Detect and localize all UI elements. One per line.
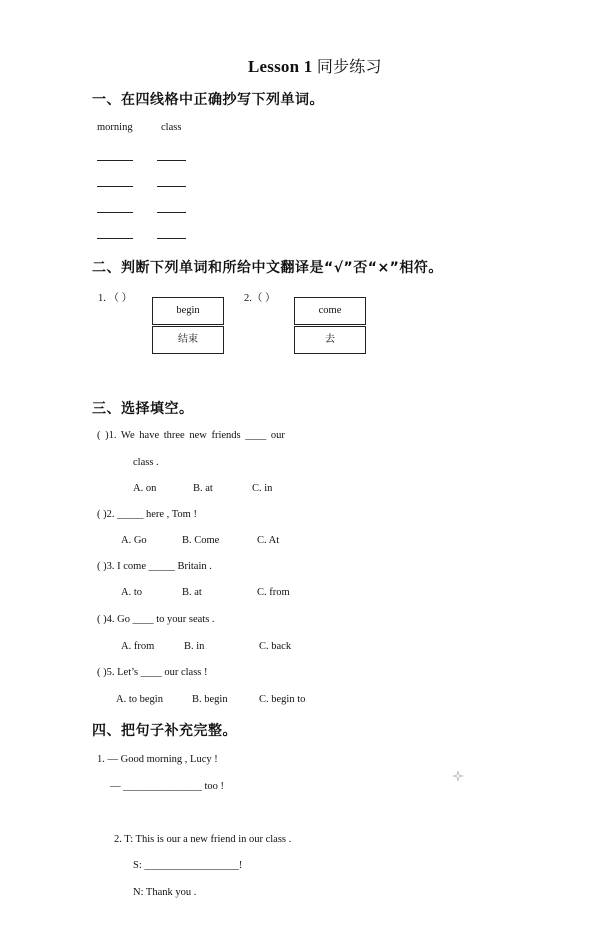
copy-line[interactable] bbox=[97, 238, 133, 239]
judge-item-2-word: come bbox=[294, 297, 366, 325]
q5-option-a[interactable]: A. to begin bbox=[116, 694, 163, 705]
judge-item-1-number[interactable]: 1. （ ） bbox=[98, 293, 133, 304]
section2-heading: 二、判断下列单词和所给中文翻译是“√”否“×”相符。 bbox=[92, 260, 443, 276]
question-2: ( )2. _____ here , Tom ! bbox=[97, 509, 197, 520]
question-4: ( )4. Go ____ to your seats . bbox=[97, 614, 215, 625]
q5-option-c[interactable]: C. begin to bbox=[259, 694, 306, 705]
q3-option-b[interactable]: B. at bbox=[182, 587, 202, 598]
q4-option-a[interactable]: A. from bbox=[121, 641, 155, 652]
dialogue-1-line-1: 1. — Good morning , Lucy ! bbox=[97, 754, 218, 765]
q4-option-b[interactable]: B. in bbox=[184, 641, 205, 652]
copy-line[interactable] bbox=[97, 160, 133, 161]
sparkle-mark-icon bbox=[452, 770, 464, 782]
dialogue-2-line-3: N: Thank you . bbox=[133, 887, 197, 898]
dialogue-1-line-2[interactable]: — _______________ too ! bbox=[110, 781, 225, 792]
section3-heading: 三、选择填空。 bbox=[92, 401, 194, 417]
copy-line[interactable] bbox=[157, 186, 186, 187]
judge-item-1-word: begin bbox=[152, 297, 224, 325]
copy-line[interactable] bbox=[157, 212, 186, 213]
q1-option-c[interactable]: C. in bbox=[252, 483, 273, 494]
page-title bbox=[248, 54, 382, 77]
copy-line[interactable] bbox=[97, 212, 133, 213]
question-1-cont: class . bbox=[133, 457, 159, 468]
q5-option-b[interactable]: B. begin bbox=[192, 694, 228, 705]
question-1: ( )1. We have three new friends ____ our bbox=[97, 430, 285, 441]
q2-option-c[interactable]: C. At bbox=[257, 535, 280, 546]
judge-item-2-number[interactable]: 2.（ ） bbox=[244, 293, 276, 304]
section1-heading: 一、在四线格中正确抄写下列单词。 bbox=[92, 92, 324, 108]
q4-option-c[interactable]: C. back bbox=[259, 641, 292, 652]
q2-option-b[interactable]: B. Come bbox=[182, 535, 220, 546]
q1-option-a[interactable]: A. on bbox=[133, 483, 157, 494]
copy-line[interactable] bbox=[97, 186, 133, 187]
judge-item-2-translation: 去 bbox=[294, 326, 366, 354]
word-class: class bbox=[161, 122, 182, 133]
section4-heading: 四、把句子补充完整。 bbox=[92, 723, 237, 739]
q1-option-b[interactable]: B. at bbox=[193, 483, 213, 494]
q2-option-a[interactable]: A. Go bbox=[121, 535, 147, 546]
q3-option-c[interactable]: C. from bbox=[257, 587, 290, 598]
title-chinese: 同步练习 bbox=[316, 57, 382, 76]
dialogue-2-line-2[interactable]: S: __________________! bbox=[133, 860, 243, 871]
question-3: ( )3. I come _____ Britain . bbox=[97, 561, 212, 572]
dialogue-2-line-1: 2. T: This is our a new friend in our class . bbox=[114, 834, 292, 845]
copy-line[interactable] bbox=[157, 160, 186, 161]
title-english: Lesson 1 bbox=[248, 57, 313, 76]
word-morning: morning bbox=[97, 122, 133, 133]
judge-item-1-translation: 结束 bbox=[152, 326, 224, 354]
copy-line[interactable] bbox=[157, 238, 186, 239]
q3-option-a[interactable]: A. to bbox=[121, 587, 142, 598]
question-5: ( )5. Let’s ____ our class ! bbox=[97, 667, 208, 678]
